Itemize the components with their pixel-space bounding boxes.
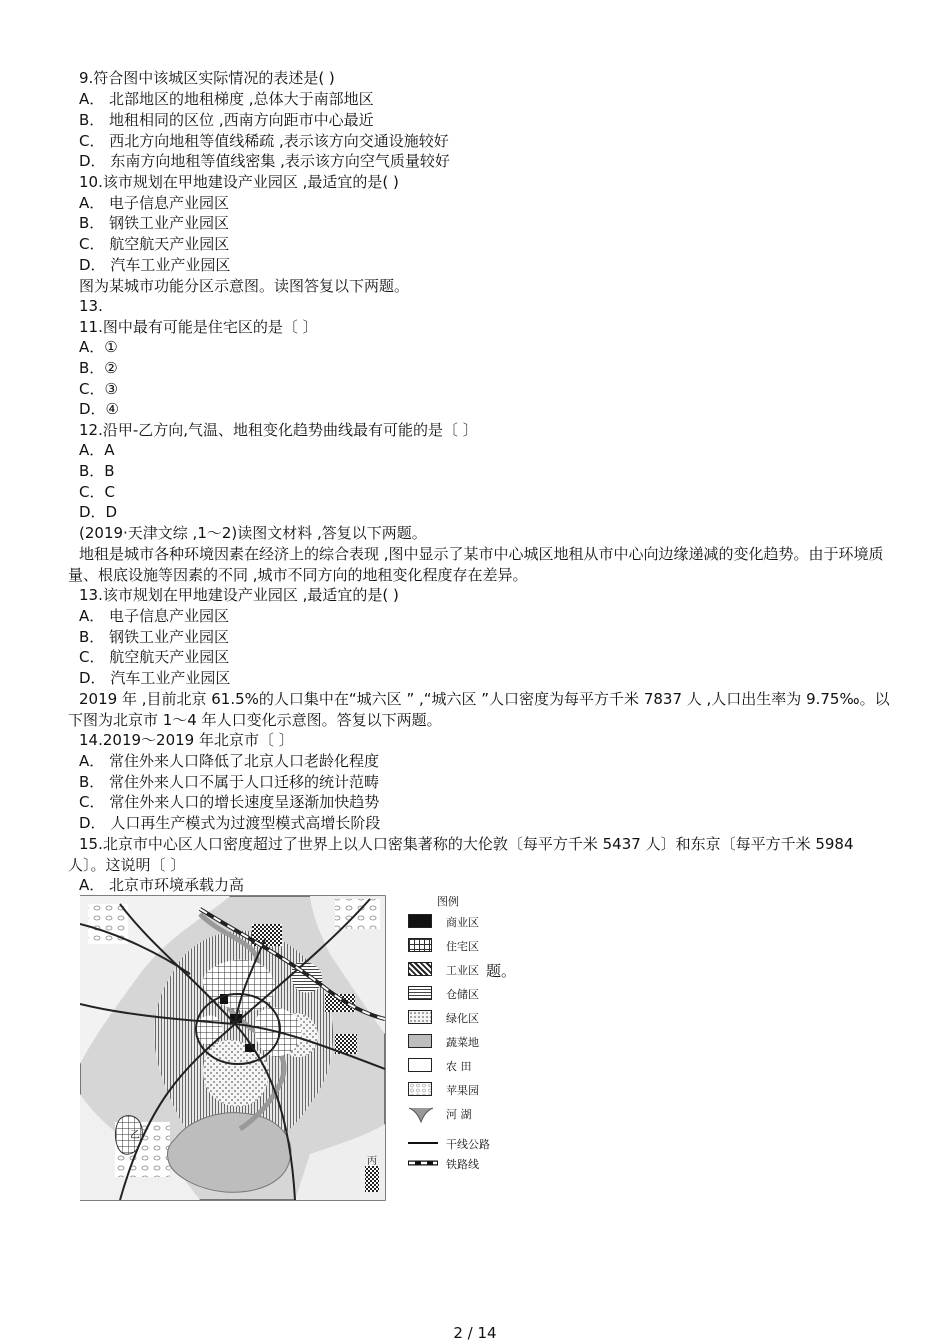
question-13-number: 13. (79, 297, 103, 315)
question-9-option-c: C． 西北方向地租等值线稀疏 ,表示该方向交通设施较好 (79, 132, 449, 150)
question-10-option-d: D． 汽车工业产业园区 (79, 256, 231, 274)
question-13-stem: 13.该市规划在甲地建设产业园区 ,最适宜的是( ) (79, 586, 399, 604)
page-number: 2 / 14 (453, 1324, 497, 1342)
question-9-stem: 9.符合图中该城区实际情况的表述是( ) (79, 69, 335, 87)
question-15-option-a: A． 北京市环境承载力高 (79, 876, 245, 894)
question-13-option-b: B． 钢铁工业产业园区 (79, 628, 230, 646)
source-line: (2019·天津文综 ,1～2)读图文材料 ,答复以下两题。 (79, 524, 427, 542)
question-13-option-d: D． 汽车工业产业园区 (79, 669, 231, 687)
question-11-option-c: C．③ (79, 380, 118, 398)
document-page: 9.符合图中该城区实际情况的表述是( ) A． 北部地区的地租梯度 ,总体大于南部地区 B． 地租相同的区位 ,西南方向距市中心最近 C． 西北方向地租等值线稀疏 ,表示该方向交通设施较好 D． 东南方向地租等值线密集 ,表示该方向空气质量较好 10.该市规划在甲地建设产业园区 ,最适宜的是( ) A． 电子信息产业园区 B． 钢铁工业产业园区 C． 航空航天产业园区 D． 汽车工业产业园区 图为某城市功能分区示意图。读图答复以下两题。 13. 11.图中最有可能是住宅区的是〔 〕 A．① B．② C．③ D．④ 12.沿甲-乙方向,气温、地租变化趋势曲线最有可能的是〔 〕 A．A B．B C．C D．D (2019·天津文综 ,1～2)读图文材料 ,答复以下两题。 地租是城市各种环境因素在经济上的综合表现 ,图中显示了某市中心城区地租从市中心向边缘递减的变化趋势。由于环境质量、根底设施等因素的不同 ,城市不同方向的地租变化程度存在差异。 13.该市规划在甲地建设产业园区 ,最适宜的是( ) A． 电子信息产业园区 B． 钢铁工业产业园区 C． 航空航天产业园区 D． 汽车工业产业园区 2019 年 ,目前北京 61.5%的人口集中在“城六区 ” ,“城六区 ”人口密度为每平方千米 7837 人 ,人口出生率为 9.75‰。以下图为北京市 1～4 年人口变化示意图。答复以下两题。 14.2019～2019 年北京市〔 〕 A． 常住外来人口降低了北京人口老龄化程度 B． 常住外来人口不属于人口迁移的统计范畴 C． 常住外来人口的增长速度呈逐渐加快趋势 D． 人口再生产模式为过渡型模式高增长阶段 15.北京市中心区人口密度超过了世界上以人口密集著称的大伦敦〔每平方千米 5437 人〕和东京〔每平方千米 5984 人〕。这说明〔 〕 A． 北京市环境承载力高 乙 丙 图例 商业区 住宅区 工业区 仓储区 绿化区 蔬菜地 农 田 苹果园 河 湖 干线公路 铁路线 题。 2 / 14 (0, 0, 950, 1344)
question-11-option-d: D．④ (79, 400, 119, 418)
question-10-option-a: A． 电子信息产业园区 (79, 194, 230, 212)
overlap-fragment: 题。 (486, 962, 517, 980)
question-14-option-b: B． 常住外来人口不属于人口迁移的统计范畴 (79, 773, 380, 791)
label-bing: 丙 (367, 1156, 377, 1167)
question-11-option-a: A．① (79, 338, 118, 356)
highway-line-icon (408, 1136, 438, 1150)
question-9-option-d: D． 东南方向地租等值线密集 ,表示该方向空气质量较好 (79, 152, 450, 170)
question-10-option-b: B． 钢铁工业产业园区 (79, 214, 230, 232)
question-14-option-a: A． 常住外来人口降低了北京人口老龄化程度 (79, 752, 380, 770)
section-intro: 图为某城市功能分区示意图。读图答复以下两题。 (79, 277, 410, 295)
reading-paragraph-rent: 地租是城市各种环境因素在经济上的综合表现 ,图中显示了某市中心城区地租从市中心向边缘递减的变化趋势。由于环境质量、根底设施等因素的不同 ,城市不同方向的地租变化程度存在差异。 (68, 545, 884, 584)
question-12-option-b: B．B (79, 462, 115, 480)
question-14-option-c: C． 常住外来人口的增长速度呈逐渐加快趋势 (79, 793, 380, 811)
question-12-option-a: A．A (79, 441, 115, 459)
question-9-option-b: B． 地租相同的区位 ,西南方向距市中心最近 (79, 111, 374, 129)
question-12-option-c: C．C (79, 483, 115, 501)
question-14-stem: 14.2019～2019 年北京市〔 〕 (79, 731, 294, 749)
question-13-option-c: C． 航空航天产业园区 (79, 648, 230, 666)
question-13-option-a: A． 电子信息产业园区 (79, 607, 230, 625)
river-lake-icon (408, 1106, 434, 1124)
question-10-stem: 10.该市规划在甲地建设产业园区 ,最适宜的是( ) (79, 173, 399, 191)
label-yi: 乙 (130, 1130, 140, 1141)
question-11-option-b: B．② (79, 359, 118, 377)
question-9-option-a: A． 北部地区的地租梯度 ,总体大于南部地区 (79, 90, 374, 108)
railway-line-icon (408, 1156, 438, 1170)
legend-title: 图例 (437, 895, 459, 908)
question-11-stem: 11.图中最有可能是住宅区的是〔 〕 (79, 318, 318, 336)
question-10-option-c: C． 航空航天产业园区 (79, 235, 230, 253)
question-12-option-d: D．D (79, 503, 118, 521)
reading-paragraph-beijing: 2019 年 ,目前北京 61.5%的人口集中在“城六区 ” ,“城六区 ”人口密度为每平方千米 7837 人 ,人口出生率为 9.75‰。以下图为北京市 1～4 年人口变化示意图。答复以下两题。 (68, 690, 890, 729)
question-12-stem: 12.沿甲-乙方向,气温、地租变化趋势曲线最有可能的是〔 〕 (79, 421, 478, 439)
question-14-option-d: D． 人口再生产模式为过渡型模式高增长阶段 (79, 814, 381, 832)
question-15-stem: 15.北京市中心区人口密度超过了世界上以人口密集著称的大伦敦〔每平方千米 5437 人〕和东京〔每平方千米 5984 人〕。这说明〔 〕 (68, 835, 854, 874)
